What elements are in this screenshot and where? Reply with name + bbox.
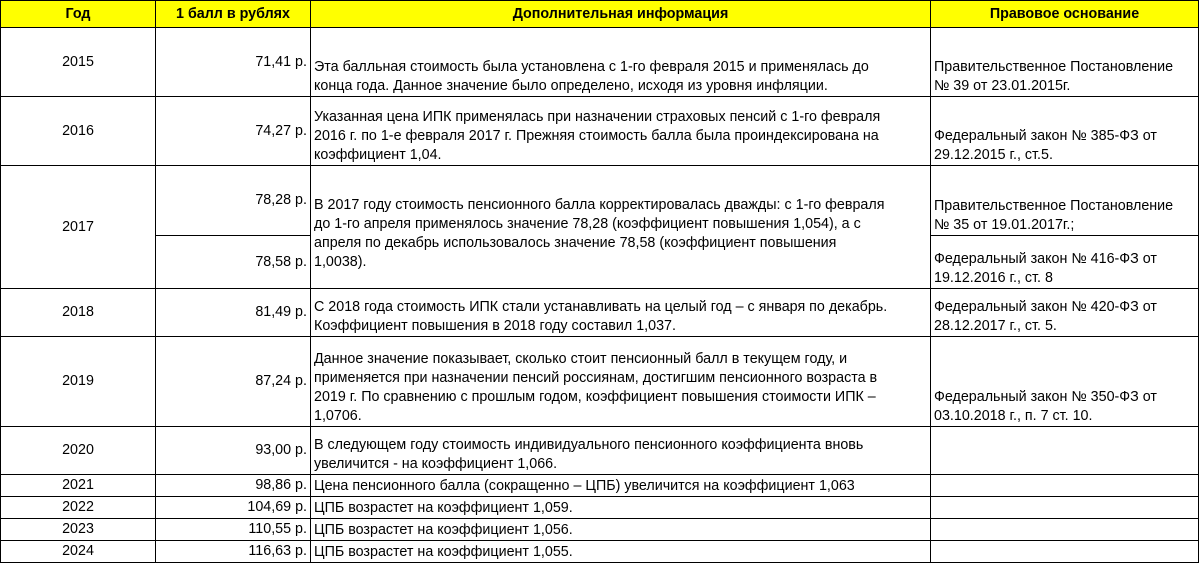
law-line: 19.12.2016 г., ст. 8 <box>934 270 1053 286</box>
law-line: Федеральный закон № 385-ФЗ от <box>934 128 1157 144</box>
year-cell: 2024 <box>1 541 156 563</box>
law-line: Правительственное Постановление <box>934 59 1174 75</box>
law-line: Федеральный закон № 350-ФЗ от <box>934 389 1157 405</box>
header-row <box>1 1 1199 28</box>
info-cell <box>311 97 931 166</box>
info-cell <box>311 28 931 97</box>
info-cell <box>311 427 931 475</box>
law-cell <box>931 519 1199 541</box>
year-cell: 2018 <box>1 289 156 337</box>
law-line: 29.12.2015 г., ст.5. <box>934 147 1053 163</box>
price-cell: 71,41 р. <box>156 28 311 97</box>
law-line: Федеральный закон № 416-ФЗ от <box>934 251 1157 267</box>
table-row <box>1 28 1199 97</box>
table-row <box>1 166 1199 236</box>
info-line: Указанная цена ИПК применялась при назначении страховых пенсий с 1-го февраля <box>314 109 881 125</box>
info-line: 2019 г. По сравнению с прошлым годом, коэффициент повышения стоимости ИПК – <box>314 389 876 405</box>
year-cell: 2019 <box>1 337 156 427</box>
info-line: С 2018 года стоимость ИПК стали устанавливать на целый год – с января по декабрь. <box>314 299 888 315</box>
year-cell: 2017 <box>1 166 156 289</box>
year-cell: 2016 <box>1 97 156 166</box>
law-cell <box>931 337 1199 427</box>
price-cell: 110,55 р. <box>156 519 311 541</box>
info-line: Цена пенсионного балла (сокращенно – ЦПБ) увеличится на коэффициент 1,063 <box>314 478 855 494</box>
info-line: ЦПБ возрастет на коэффициент 1,055. <box>314 544 573 560</box>
price-cell: 87,24 р. <box>156 337 311 427</box>
info-line: ЦПБ возрастет на коэффициент 1,059. <box>314 500 573 516</box>
law-cell <box>931 475 1199 497</box>
year-cell: 2021 <box>1 475 156 497</box>
header-price: 1 балл в рублях <box>156 1 311 28</box>
info-cell <box>311 289 931 337</box>
law-cell <box>931 166 1199 236</box>
info-line: ЦПБ возрастет на коэффициент 1,056. <box>314 522 573 538</box>
law-line: № 39 от 23.01.2015г. <box>934 78 1071 94</box>
law-line: Правительственное Постановление <box>934 198 1174 214</box>
info-cell <box>311 337 931 427</box>
info-cell <box>311 166 931 289</box>
price-cell: 98,86 р. <box>156 475 311 497</box>
info-line: В 2017 году стоимость пенсионного балла корректировалась дважды: с 1-го февраля <box>314 197 885 213</box>
law-cell <box>931 427 1199 475</box>
price-cell: 78,58 р. <box>156 236 311 289</box>
law-line: 28.12.2017 г., ст. 5. <box>934 318 1057 334</box>
table-row <box>1 541 1199 563</box>
header-year: Год <box>1 1 156 28</box>
table-row <box>1 289 1199 337</box>
info-cell <box>311 519 931 541</box>
table-row <box>1 519 1199 541</box>
law-cell <box>931 28 1199 97</box>
table-row <box>1 97 1199 166</box>
year-cell: 2022 <box>1 497 156 519</box>
price-cell: 78,28 р. <box>156 166 311 236</box>
law-line: № 35 от 19.01.2017г.; <box>934 217 1075 233</box>
table-row <box>1 337 1199 427</box>
info-line: В следующем году стоимость индивидуального пенсионного коэффициента вновь <box>314 437 864 453</box>
price-cell: 104,69 р. <box>156 497 311 519</box>
law-cell <box>931 97 1199 166</box>
law-cell <box>931 497 1199 519</box>
law-cell <box>931 289 1199 337</box>
price-cell: 81,49 р. <box>156 289 311 337</box>
info-line: 2016 г. по 1-е февраля 2017 г. Прежняя стоимость балла была проиндексирована на <box>314 128 879 144</box>
info-line: Коэффициент повышения в 2018 году составил 1,037. <box>314 318 676 334</box>
law-cell <box>931 541 1199 563</box>
info-line: Данное значение показывает, сколько стоит пенсионный балл в текущем году, и <box>314 351 848 367</box>
law-line: Федеральный закон № 420-ФЗ от <box>934 299 1157 315</box>
law-line: 03.10.2018 г., п. 7 ст. 10. <box>934 408 1093 424</box>
info-cell <box>311 497 931 519</box>
info-cell <box>311 475 931 497</box>
year-cell: 2020 <box>1 427 156 475</box>
year-cell: 2023 <box>1 519 156 541</box>
law-cell <box>931 236 1199 289</box>
price-cell: 116,63 р. <box>156 541 311 563</box>
table-row <box>1 497 1199 519</box>
info-line: увеличится - на коэффициент 1,066. <box>314 456 558 472</box>
info-line: коэффициент 1,04. <box>314 147 442 163</box>
info-line: 1,0706. <box>314 408 362 424</box>
info-line: 1,0038). <box>314 254 367 270</box>
table-row <box>1 475 1199 497</box>
info-line: применяется при назначении пенсий россиянам, достигшим пенсионного возраста в <box>314 370 878 386</box>
info-line: до 1-го апреля применялось значение 78,28 (коэффициент повышения 1,054), а с <box>314 216 861 232</box>
header-law: Правовое основание <box>931 1 1199 28</box>
info-line: апреля по декабрь использовалось значение 78,58 (коэффициент повышения <box>314 235 837 251</box>
price-cell: 74,27 р. <box>156 97 311 166</box>
info-cell <box>311 541 931 563</box>
info-line: Эта балльная стоимость была установлена с 1-го февраля 2015 и применялась до <box>314 59 869 75</box>
year-cell: 2015 <box>1 28 156 97</box>
header-info: Дополнительная информация <box>311 1 931 28</box>
info-line: конца года. Данное значение было определено, исходя из уровня инфляции. <box>314 78 828 94</box>
table-row <box>1 427 1199 475</box>
price-cell: 93,00 р. <box>156 427 311 475</box>
